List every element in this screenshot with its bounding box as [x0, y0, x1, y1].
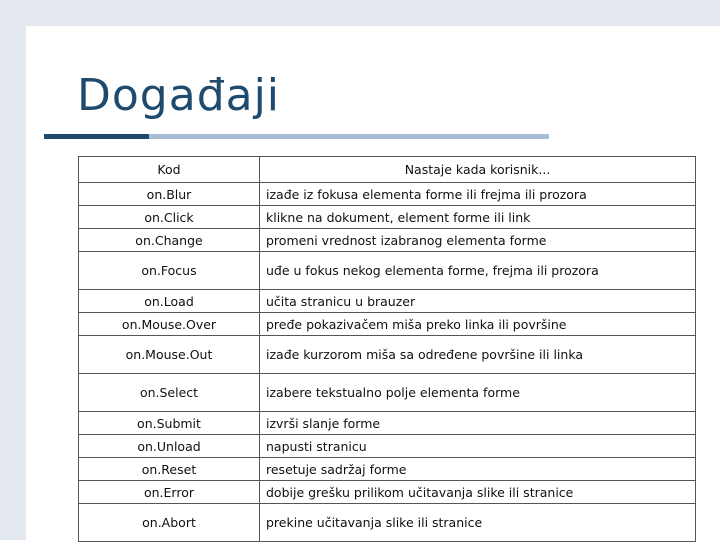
- table-header-row: [79, 157, 696, 183]
- table-row: [79, 504, 696, 542]
- event-code: on.Click: [79, 206, 260, 229]
- event-code: on.Submit: [79, 412, 260, 435]
- event-description: pređe pokazivačem miša preko linka ili površine: [260, 313, 696, 336]
- table-row: [79, 252, 696, 290]
- title-rule-light: [149, 134, 549, 139]
- event-code: on.Focus: [79, 252, 260, 290]
- title-rule-dark: [44, 134, 149, 139]
- table-row: [79, 374, 696, 412]
- event-code: on.Error: [79, 481, 260, 504]
- event-description: klikne na dokument, element forme ili link: [260, 206, 696, 229]
- event-description: izađe iz fokusa elementa forme ili frejma ili prozora: [260, 183, 696, 206]
- event-description: napusti stranicu: [260, 435, 696, 458]
- table-row: [79, 206, 696, 229]
- event-description: izvrši slanje forme: [260, 412, 696, 435]
- event-code: on.Mouse.Out: [79, 336, 260, 374]
- event-description: uđe u fokus nekog elementa forme, frejma ili prozora: [260, 252, 696, 290]
- event-code: on.Mouse.Over: [79, 313, 260, 336]
- header-description: Nastaje kada korisnik...: [260, 157, 696, 183]
- header-code: Kod: [79, 157, 260, 183]
- event-description: prekine učitavanja slike ili stranice: [260, 504, 696, 542]
- event-code: on.Load: [79, 290, 260, 313]
- event-description: promeni vrednost izabranog elementa forme: [260, 229, 696, 252]
- event-description: izabere tekstualno polje elementa forme: [260, 374, 696, 412]
- slide-frame-left: [0, 0, 26, 540]
- table-row: [79, 290, 696, 313]
- table-row: [79, 229, 696, 252]
- table-row: [79, 458, 696, 481]
- event-code: on.Unload: [79, 435, 260, 458]
- event-description: resetuje sadržaj forme: [260, 458, 696, 481]
- event-description: izađe kurzorom miša sa određene površine ili linka: [260, 336, 696, 374]
- table-row: [79, 435, 696, 458]
- table-row: [79, 313, 696, 336]
- event-code: on.Select: [79, 374, 260, 412]
- event-code: on.Reset: [79, 458, 260, 481]
- table-row: [79, 336, 696, 374]
- events-table: [78, 156, 696, 542]
- event-code: on.Abort: [79, 504, 260, 542]
- event-code: on.Change: [79, 229, 260, 252]
- slide-title: Događaji: [77, 70, 281, 121]
- slide-frame-top: [0, 0, 720, 26]
- table-row: [79, 481, 696, 504]
- event-code: on.Blur: [79, 183, 260, 206]
- table-row: [79, 183, 696, 206]
- event-description: dobije grešku prilikom učitavanja slike ili stranice: [260, 481, 696, 504]
- table-row: [79, 412, 696, 435]
- event-description: učita stranicu u brauzer: [260, 290, 696, 313]
